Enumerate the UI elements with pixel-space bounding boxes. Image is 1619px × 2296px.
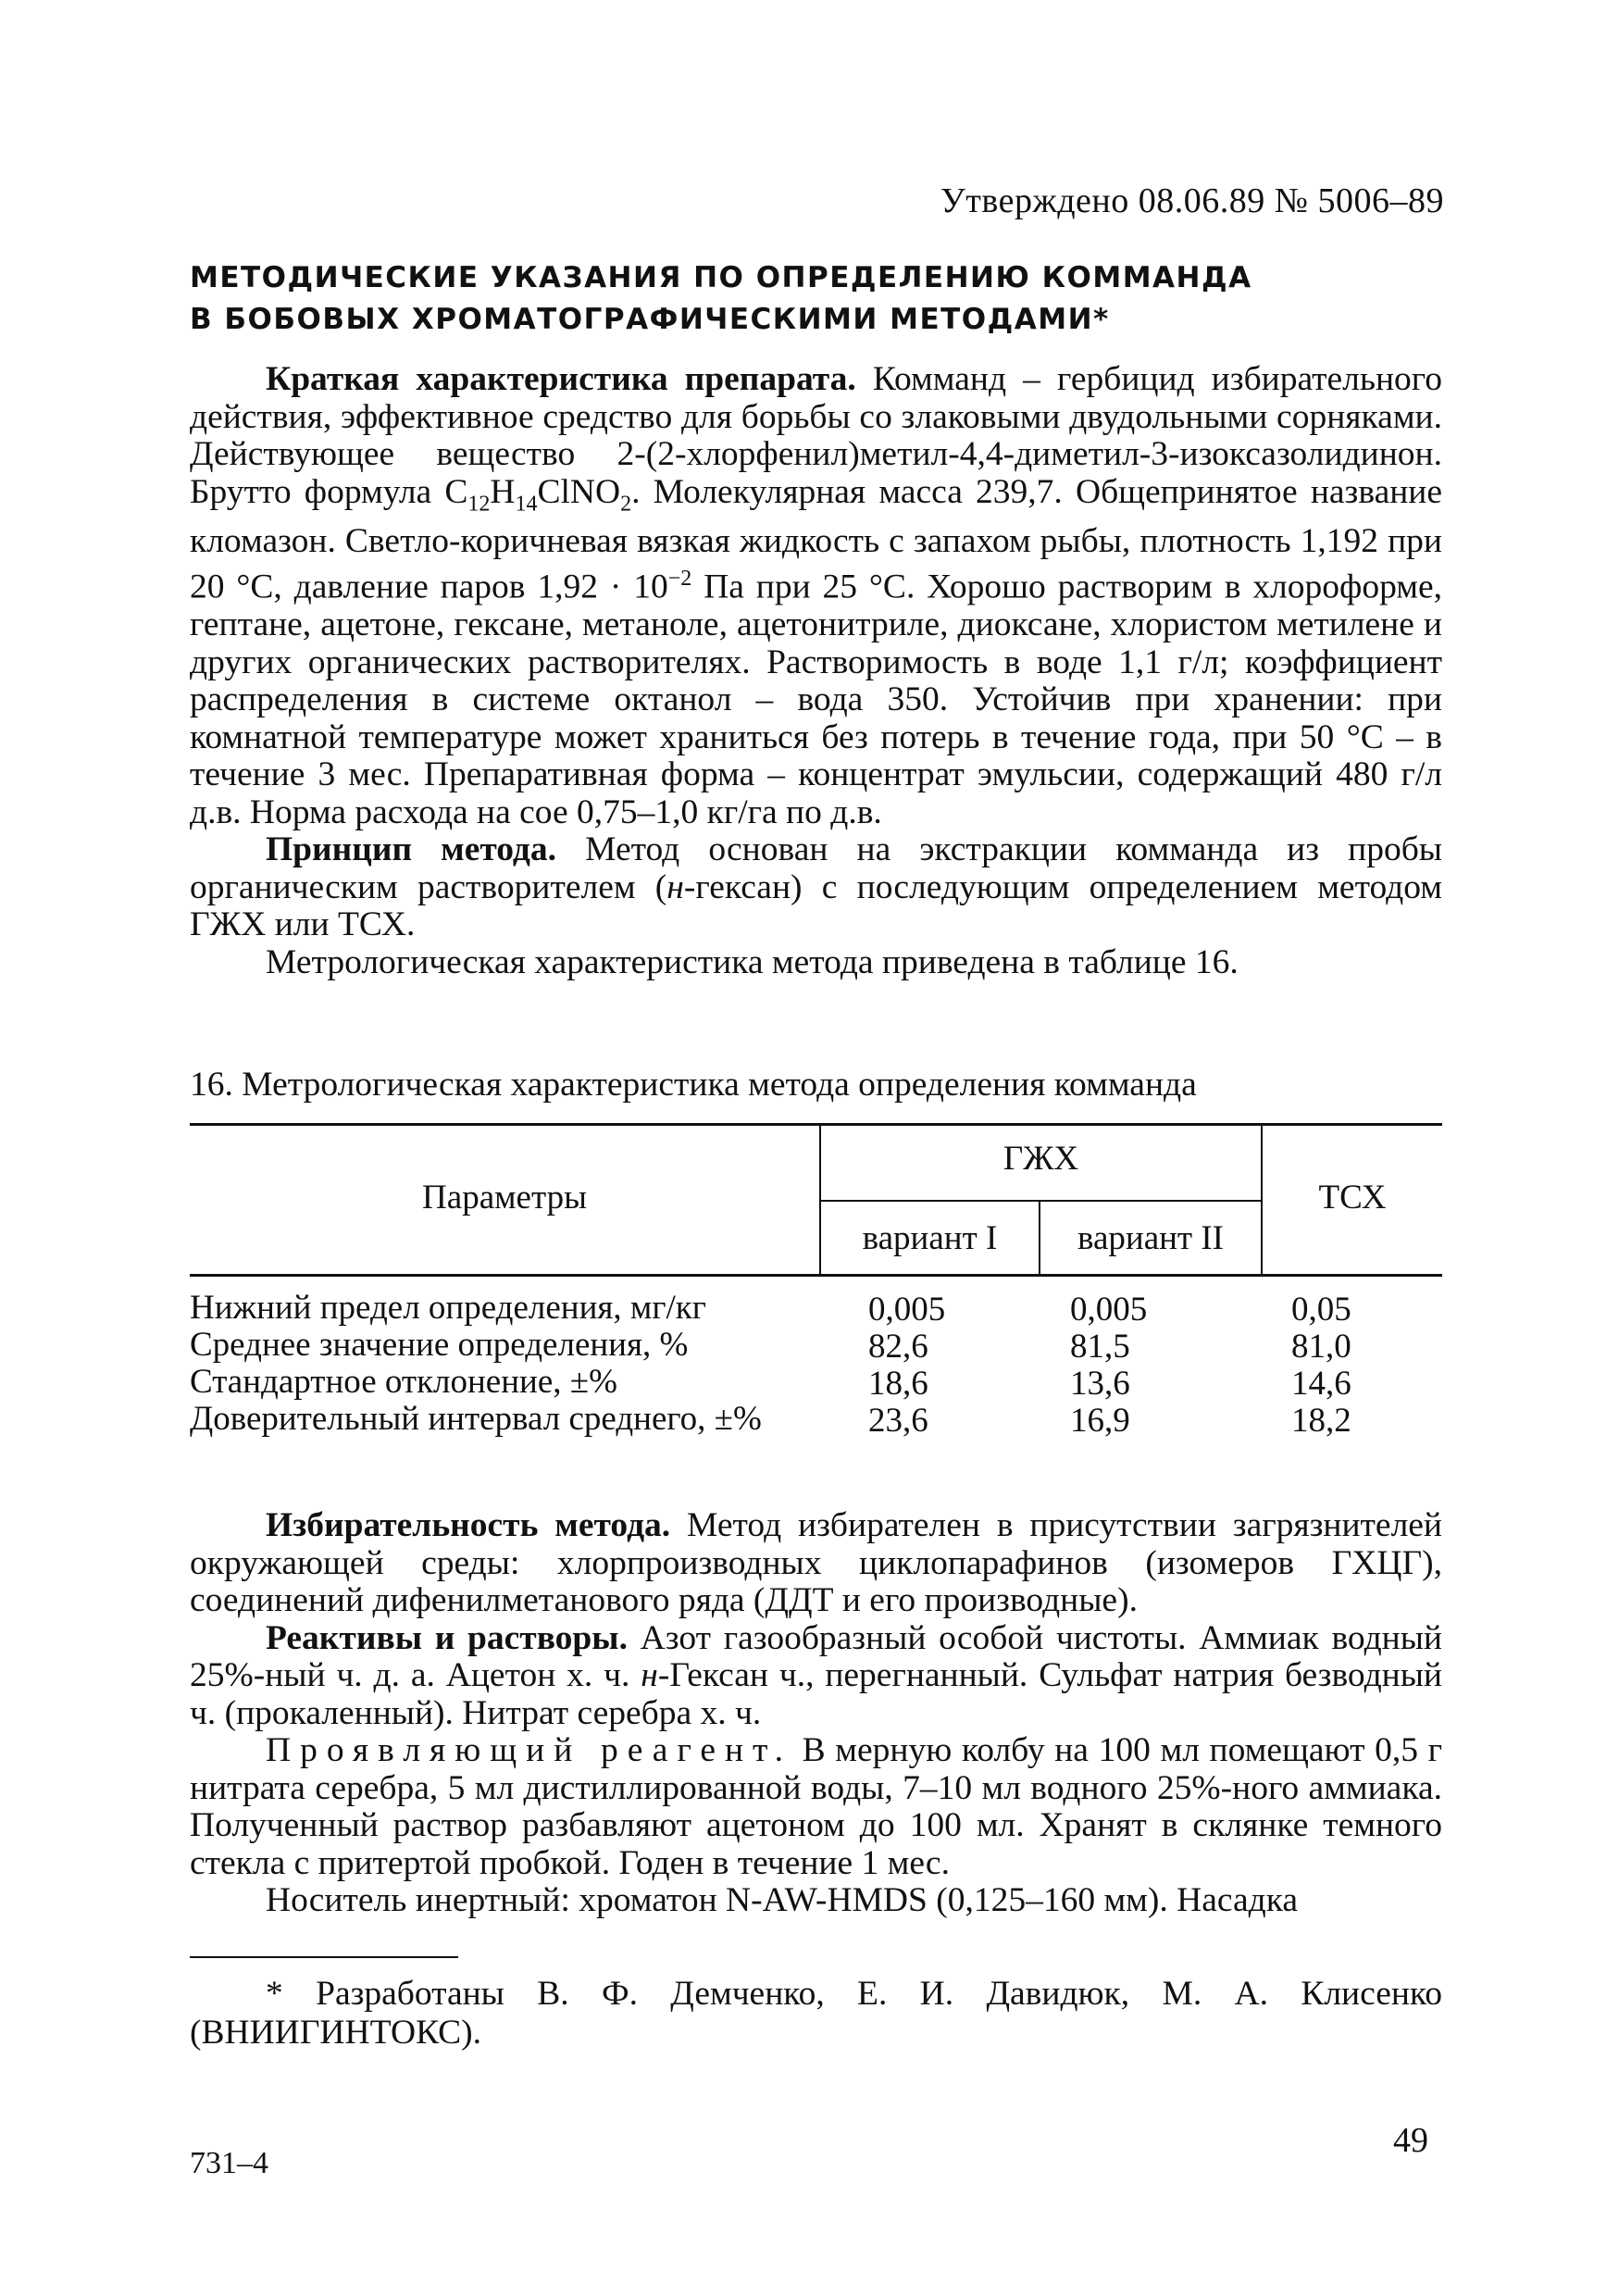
table-cell-tsx: 0,05 [1291, 1291, 1351, 1329]
table-row-label: Стандартное отклонение, ±% [190, 1363, 617, 1401]
table-cell-v1: 18,6 [868, 1365, 928, 1403]
table-cell-tsx: 18,2 [1291, 1402, 1351, 1440]
paragraph-developing-reagent: Проявляющий реагент. В мерную колбу на 100 мл помещают 0,5 г нитрата серебра, 5 мл дистиллированной воды, 7–10 мл водного 25%-ного аммиака. Полученный раствор разбавляют ацетоном до 100 мл. Хранят в склянке темного стекла с притертой пробкой. Годен в течение 1 мес. [190, 1731, 1442, 1882]
table-header-gzhx: ГЖХ [1003, 1140, 1079, 1178]
table-cell-v2: 0,005 [1070, 1291, 1148, 1329]
table-cell-tsx: 81,0 [1291, 1328, 1351, 1366]
table-cell-v1: 0,005 [868, 1291, 946, 1329]
footnote-text: * Разработаны В. Ф. Демченко, Е. И. Давидюк, М. А. Клисенко (ВНИИГИНТОКС). [190, 1975, 1442, 2052]
table-cell-tsx: 14,6 [1291, 1365, 1351, 1403]
paragraph-heading: Краткая характеристика препарата. [266, 360, 856, 398]
footnote-separator [190, 1956, 458, 1958]
table-header-variant-1: вариант I [862, 1219, 998, 1257]
paragraph-heading: Проявляющий реагент. [266, 1731, 792, 1769]
approval-line: Утверждено 08.06.89 № 5006–89 [940, 181, 1444, 220]
table-cell-v2: 16,9 [1070, 1402, 1130, 1440]
paragraph-selectivity: Избирательность метода. Метод избирателен в присутствии загрязнителей окружающей среды: хлорпроизводных циклопарафинов (изомеров ГХЦГ), соединений дифенилметанового ряда (ДДТ и его производные). [190, 1506, 1443, 1619]
table-rule-header-bottom [190, 1274, 1442, 1277]
table-rule-top [190, 1123, 1442, 1126]
table-cell-v2: 13,6 [1070, 1365, 1130, 1403]
title-line-2: В БОБОВЫХ ХРОМАТОГРАФИЧЕСКИМИ МЕТОДАМИ* [190, 303, 1110, 336]
table-caption: 16. Метрологическая характеристика метода определения комманда [190, 1066, 1197, 1104]
paragraph-principle: Принцип метода. Метод основан на экстракции комманда из пробы органическим растворителем (н-гексан) с последующим определением методом ГЖХ или ТСХ. [190, 830, 1442, 943]
table-header-tsx: ТСХ [1318, 1179, 1387, 1217]
paragraph-heading: Принцип метода. [266, 830, 557, 868]
paragraph-heading: Реактивы и растворы. [266, 1618, 628, 1657]
table-row-label: Нижний предел определения, мг/кг [190, 1289, 706, 1327]
print-code: 731–4 [190, 2146, 268, 2180]
methods-section [190, 1507, 1442, 1920]
table-cell-v1: 82,6 [868, 1328, 928, 1366]
table-header-variant-2: вариант II [1077, 1219, 1224, 1257]
page-number: 49 [1393, 2121, 1428, 2160]
table-header-params: Параметры [422, 1179, 587, 1217]
paragraph-characteristics: Краткая характеристика препарата. Комманд – гербицид избирательного действия, эффективное средство для борьбы со злаковыми двудольными сорняками. Действующее вещество 2-(2-хлорфенил)метил-4,4-диметил-3-изоксазолидинон. Брутто формула $C_{12}H_{14}ClNO_2$. Молекулярная масса 239,7. Общепринятое название кломазон. Светло-коричневая вязкая жидкость с запахом рыбы, плотность 1,192 при 20 °С, давление паров $1,92 \cdot 10^{-2}$ Па при 25 °С. Хорошо растворим в хлороформе, гептане, ацетоне, гексане, метаноле, ацетонитриле, диоксане, хлористом метилене и других органических растворителях. Растворимость в воде 1,1 г/л; коэффициент распределения в системе октанол – вода 350. Устойчив при хранении: при комнатной температуре может храниться без потерь в течение года, при 50 °С – в течение 3 мес. Препаративная форма – концентрат эмульсии, содержащий 480 г/л д.в. Норма расхода на сое 0,75–1,0 кг/га по д.в. [190, 360, 1442, 831]
table-gzhx-underline [820, 1200, 1261, 1202]
table-cell-v1: 23,6 [868, 1402, 928, 1440]
table-row-label: Доверительный интервал среднего, ±% [190, 1400, 762, 1438]
paragraph-heading: Избирательность метода. [266, 1506, 671, 1544]
paragraph-metrology-ref: Метрологическая характеристика метода приведена в таблице 16. [266, 942, 1239, 981]
table-row-label: Среднее значение определения, % [190, 1326, 689, 1364]
table-cell-v2: 81,5 [1070, 1328, 1130, 1366]
footnote [190, 1975, 1442, 2053]
title-line-1: МЕТОДИЧЕСКИЕ УКАЗАНИЯ ПО ОПРЕДЕЛЕНИЮ КОММАНДА [190, 261, 1252, 294]
intro-section [190, 361, 1442, 981]
paragraph-carrier: Носитель инертный: хроматон N-AW-HMDS (0,125–160 мм). Насадка [266, 1881, 1299, 1919]
document-title [190, 257, 1301, 341]
paragraph-reagents: Реактивы и растворы. Азот газообразный особой чистоты. Аммиак водный 25%-ный ч. д. а. Ацетон х. ч. н-Гексан ч., перегнанный. Сульфат натрия безводный ч. (прокаленный). Нитрат серебра х. ч. [190, 1618, 1442, 1732]
